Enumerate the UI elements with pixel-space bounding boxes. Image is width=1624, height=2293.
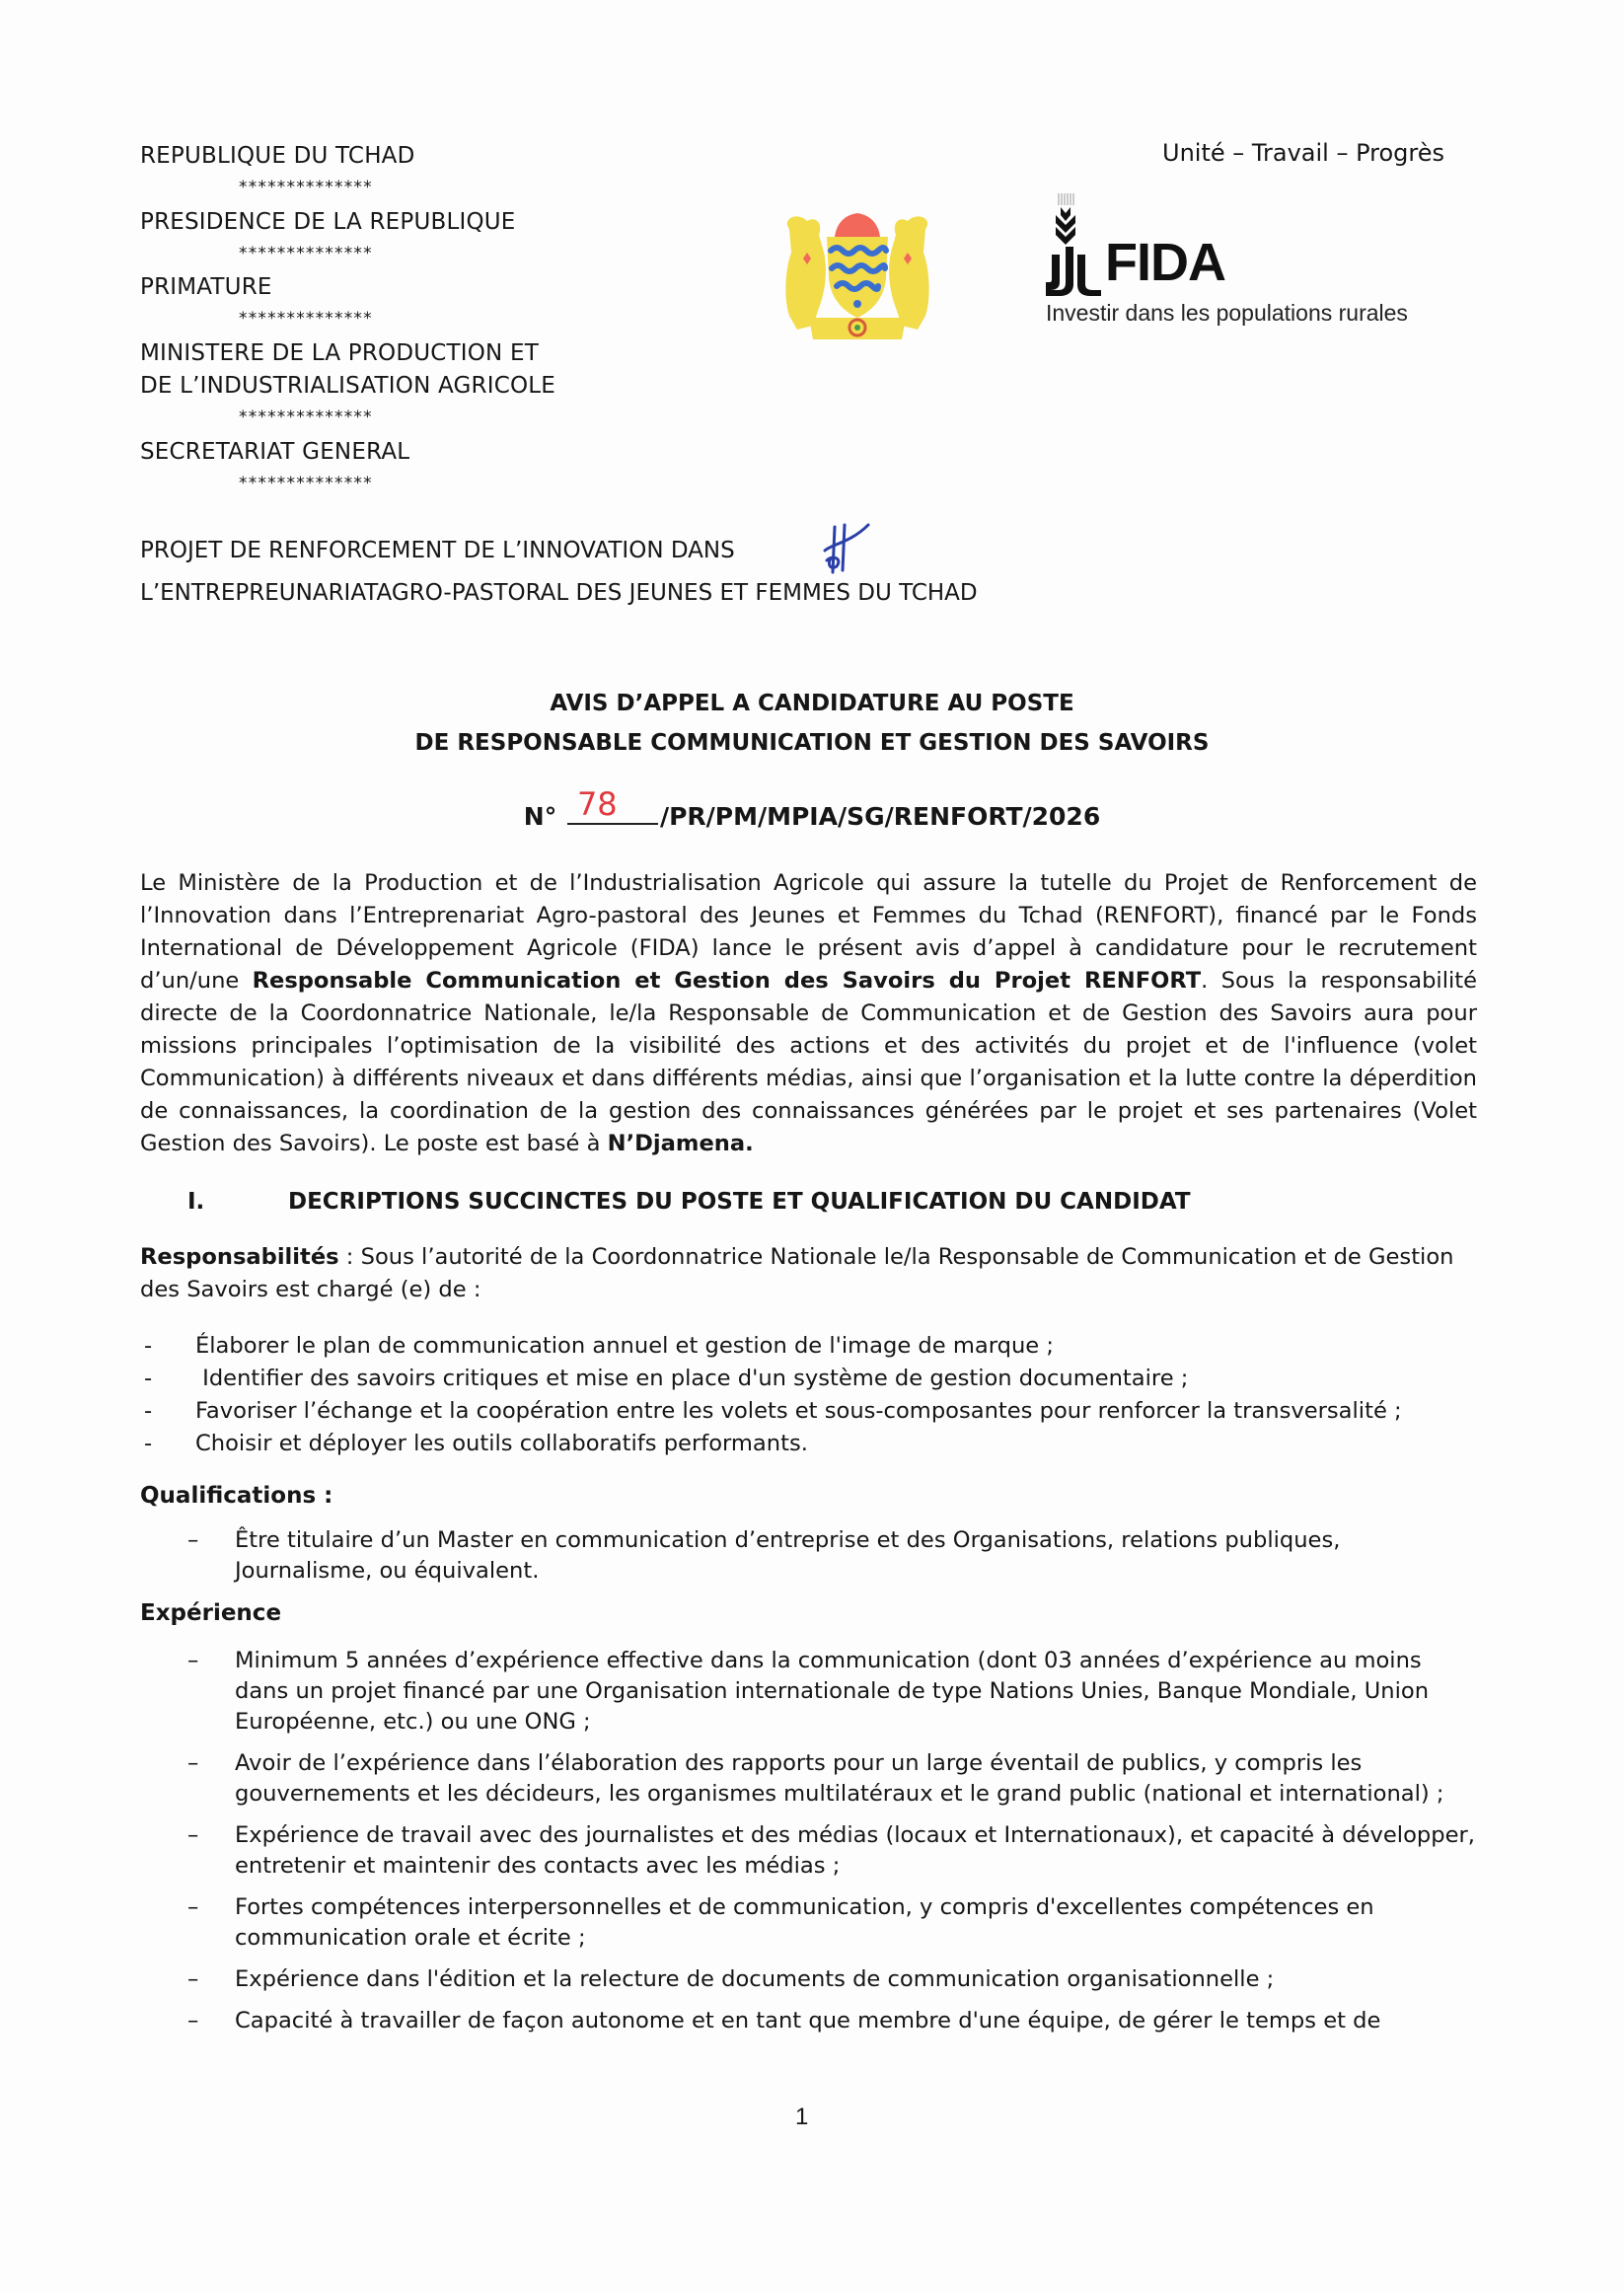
header-separator: ************** (239, 474, 373, 493)
reference-number (0, 785, 1624, 831)
header-republique: REPUBLIQUE DU TCHAD (140, 143, 415, 169)
responsibilities-list (140, 1330, 1477, 1460)
fida-wordmark: FIDA (1105, 233, 1225, 292)
list-item (140, 1428, 1477, 1460)
ref-suffix: /PR/PM/MPIA/SG/RENFORT/2026 (659, 802, 1101, 831)
experience-heading: Expérience (140, 1600, 282, 1626)
list-item-text: Élaborer le plan de communication annuel et gestion de l'image de marque ; (195, 1333, 1054, 1359)
list-item-text: Choisir et déployer les outils collaboratifs performants. (195, 1431, 808, 1456)
handwritten-initials-icon (821, 521, 870, 576)
bullet-dash: – (187, 1894, 199, 1920)
page-number: 1 (795, 2104, 809, 2130)
list-item-text: Expérience de travail avec des journalistes et des médias (locaux et Internationaux), et capacité à développer, entretenir et maintenir des contacts avec les médias ; (235, 1822, 1475, 1879)
qualifications-list (187, 1525, 1480, 1597)
chad-coat-of-arms-icon (779, 209, 935, 342)
intro-paragraph (140, 867, 1477, 1160)
section-heading (187, 1189, 1191, 1215)
bullet-dash: - (144, 1431, 153, 1456)
list-item-text: Avoir de l’expérience dans l’élaboration des rapports pour un large éventail de publics, y compris les gouvernements et les décideurs, les organismes multilatéraux et le grand public (national et international) ; (235, 1750, 1444, 1807)
project-name-line1: PROJET DE RENFORCEMENT DE L’INNOVATION DANS (140, 538, 735, 563)
list-item-text: Minimum 5 années d’expérience effective dans la communication (dont 03 années d’expérience au moins dans un projet financé par une Organisation internationale de type Nations Unies, Banque Mondiale, Union Européenne, etc.) ou une ONG ; (235, 1648, 1430, 1735)
header-separator: ************** (239, 178, 373, 197)
list-item-text: Capacité à travailler de façon autonome et en tant que membre d'une équipe, de gérer le temps et de (235, 2008, 1381, 2034)
list-item (140, 1363, 1477, 1395)
bullet-dash: - (144, 1398, 153, 1424)
list-item (187, 1646, 1480, 1738)
responsibilities-intro (140, 1241, 1477, 1306)
list-item (187, 1820, 1480, 1882)
bullet-dash: – (187, 1527, 199, 1553)
list-item-text: Identifier des savoirs critiques et mise en place d'un système de gestion documentaire ; (195, 1366, 1189, 1391)
section-title: DECRIPTIONS SUCCINCTES DU POSTE ET QUALIFICATION DU CANDIDAT (288, 1189, 1191, 1215)
notice-title-line2: DE RESPONSABLE COMMUNICATION ET GESTION DES SAVOIRS (414, 730, 1210, 756)
list-item-text: Expérience dans l'édition et la relecture de documents de communication organisationnelle ; (235, 1966, 1275, 1992)
ref-prefix: N° (523, 802, 557, 831)
bullet-dash: – (187, 1750, 199, 1776)
notice-title-line1: AVIS D’APPEL A CANDIDATURE AU POSTE (550, 691, 1074, 716)
bullet-dash: – (187, 2008, 199, 2034)
list-item (187, 1748, 1480, 1810)
list-item (140, 1395, 1477, 1428)
section-number: I. (187, 1189, 205, 1215)
bullet-dash: – (187, 1648, 199, 1673)
header-primature: PRIMATURE (140, 274, 272, 300)
list-item (187, 1525, 1480, 1587)
header-secretariat: SECRETARIAT GENERAL (140, 439, 410, 465)
header-separator: ************** (239, 244, 373, 263)
list-item-text: Fortes compétences interpersonnelles et de communication, y compris d'excellentes compétences en communication orale et écrite ; (235, 1894, 1374, 1951)
intro-text-cont: . Sous la responsabilité directe de la Coordonnatrice Nationale, le/la Responsable de Communication et de Gestion des Savoirs aura pour missions principales l’optimisation de la visibilité des actions et des activités du projet et de l'influence (volet Communication) à différents niveaux et dans différents médias, ainsi que l’organisation et la lutte contre la déperdition de connaissances, la coordination de la gestion des connaissances générées par le projet et ses partenaires (Volet Gestion des Savoirs). Le poste est basé à (140, 968, 1478, 1156)
list-item (140, 1330, 1477, 1363)
qualifications-heading: Qualifications : (140, 1483, 333, 1509)
project-name-line2: L’ENTREPREUNARIATAGRO-PASTORAL DES JEUNES ET FEMMES DU TCHAD (140, 580, 978, 606)
intro-position-title: Responsable Communication et Gestion des Savoirs du Projet RENFORT (252, 968, 1202, 994)
responsibilities-text: : Sous l’autorité de la Coordonnatrice Nationale le/la Responsable de Communication et de Gestion des Savoirs est chargé (e) de : (140, 1244, 1454, 1302)
header-ministere-line1: MINISTERE DE LA PRODUCTION ET (140, 340, 539, 366)
intro-location: N’Djamena. (607, 1131, 754, 1156)
fida-tagline: Investir dans les populations rurales (1046, 300, 1408, 326)
bullet-dash: – (187, 1822, 199, 1848)
header-ministere-line2: DE L’INDUSTRIALISATION AGRICOLE (140, 373, 556, 399)
list-item (187, 2006, 1480, 2036)
ref-handwritten-number: 78 (576, 785, 618, 823)
bullet-dash: - (144, 1366, 153, 1391)
responsibilities-label: Responsabilités (140, 1244, 339, 1270)
bullet-dash: – (187, 1966, 199, 1992)
list-item (187, 1964, 1480, 1995)
list-item (187, 1892, 1480, 1954)
bullet-dash: - (144, 1333, 153, 1359)
header-separator: ************** (239, 407, 373, 427)
header-separator: ************** (239, 309, 373, 329)
ref-number-blank (567, 785, 658, 825)
header-presidence: PRESIDENCE DE LA REPUBLIQUE (140, 209, 516, 235)
list-item-text: Être titulaire d’un Master en communication d’entreprise et des Organisations, relations publiques, Journalisme, ou équivalent. (235, 1527, 1341, 1584)
experience-list (187, 1646, 1480, 2047)
intro-text: Le Ministère de la Production et de l’Industrialisation Agricole qui assure la tutelle du Projet de Renforcement de l’Innovation dans l’Entreprenariat Agro-pastoral des Jeunes et Femmes du Tchad (RENFORT), financé par le Fonds International de Développement Agricole (FIDA) lance le présent avis d’appel à candidature pour le recrutement d’un/une (140, 870, 1477, 994)
national-motto: Unité – Travail – Progrès (1162, 139, 1445, 167)
list-item-text: Favoriser l’échange et la coopération entre les volets et sous-composantes pour renforcer la transversalité ; (195, 1398, 1402, 1424)
